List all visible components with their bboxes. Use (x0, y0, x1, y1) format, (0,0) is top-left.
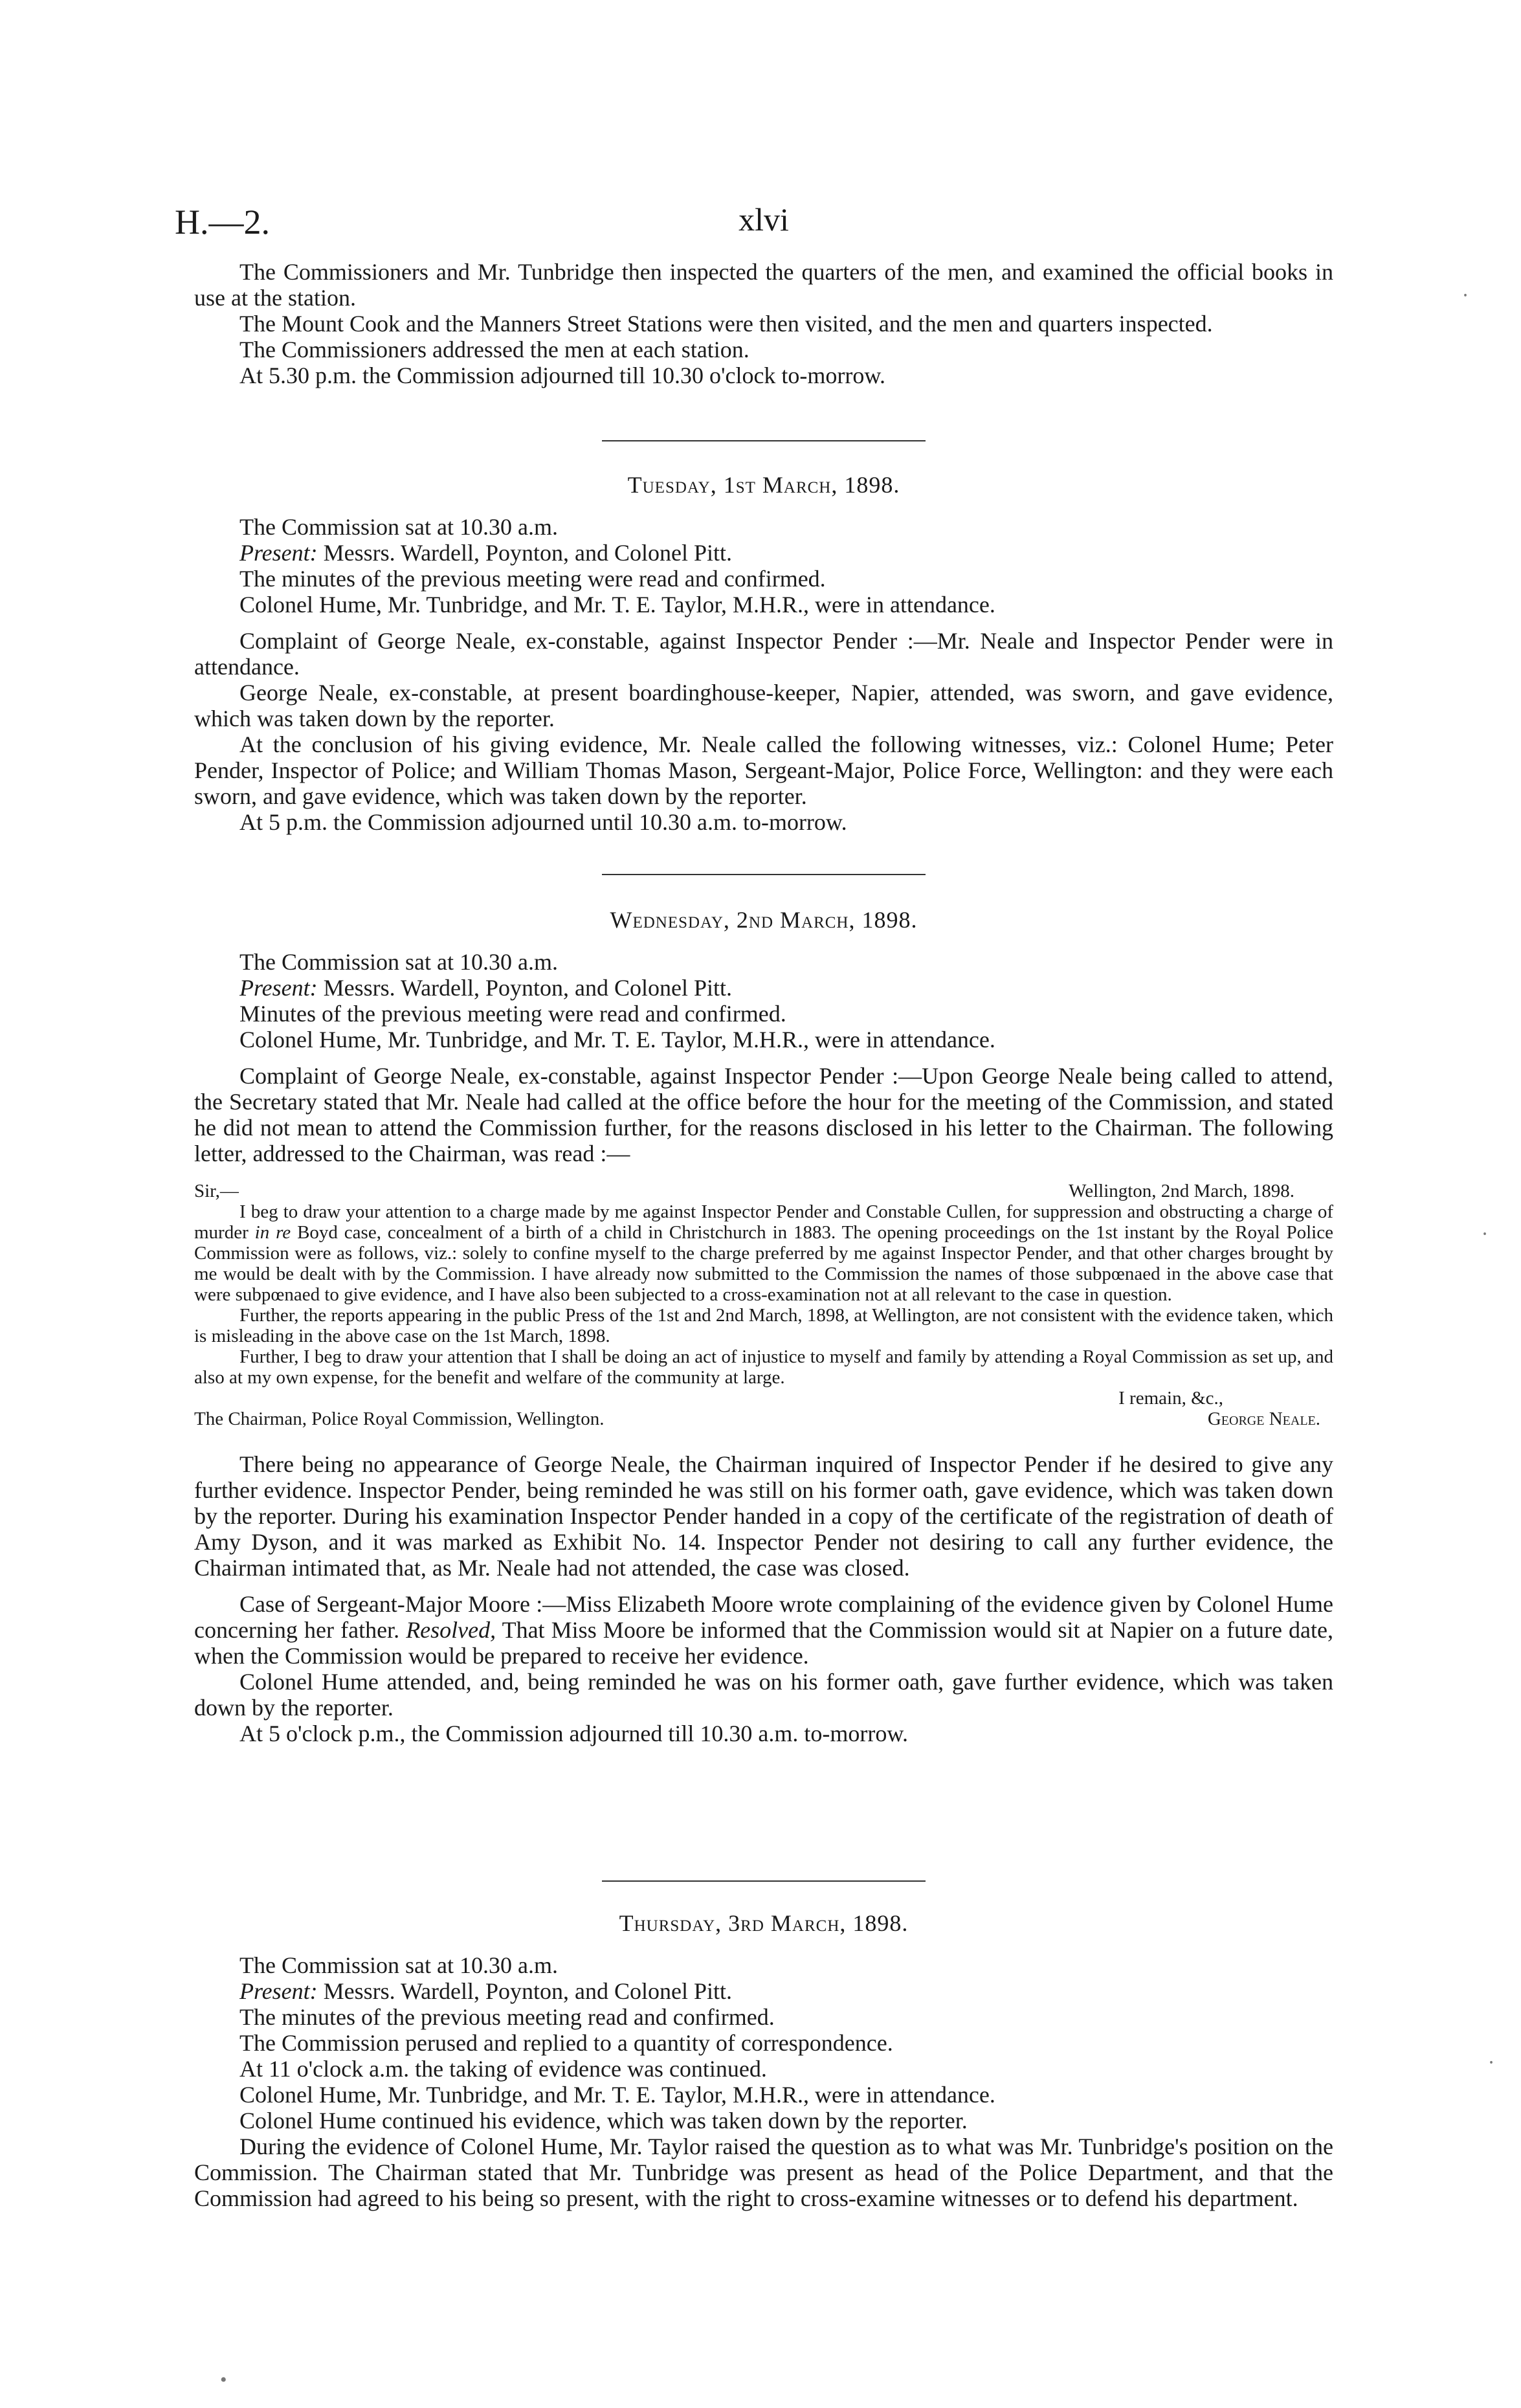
present-label: Present: (239, 1978, 318, 2004)
wednesday-section (194, 906, 1333, 1746)
paragraph: Colonel Hume attended, and, being reminded he was on his former oath, gave further evidence, which was taken down by the reporter. (194, 1669, 1333, 1721)
paragraph-italic: Resolved, (406, 1617, 496, 1643)
letter-text: I beg to draw your attention to a charge made by me against Inspector Pender and Constable Cullen, for suppression and obstructing a charge of murder (194, 1201, 1333, 1243)
scan-mark: ⸳ (1489, 2049, 1494, 2071)
letter-signature: George Neale. (1207, 1409, 1320, 1429)
paragraph: The Commissioners addressed the men at each station. (239, 337, 749, 362)
paragraph: Colonel Hume, Mr. Tunbridge, and Mr. T. E. Taylor, M.H.R., were in attendance. (239, 1027, 995, 1053)
present-line (194, 540, 1333, 566)
paragraph: Colonel Hume, Mr. Tunbridge, and Mr. T. E. Taylor, M.H.R., were in attendance. (239, 2082, 995, 2108)
letter-paragraph: Further, I beg to draw your attention that I shall be doing an act of injustice to myself and family by attending a Royal Commission as set up, and also at my own expense, for the benefit and welfare of the community at large. (194, 1346, 1333, 1388)
paragraph: Colonel Hume, Mr. Tunbridge, and Mr. T. E. Taylor, M.H.R., were in attendance. (239, 592, 995, 618)
letter-closing: I remain, &c., (1118, 1388, 1223, 1409)
letter-italic: in re (254, 1222, 291, 1243)
letter-heading-line (194, 1181, 1333, 1201)
divider (194, 1880, 1333, 1882)
paragraph: The Commission sat at 10.30 a.m. (239, 949, 558, 975)
paragraph: The Commission perused and replied to a quantity of correspondence. (239, 2030, 893, 2056)
scan-mark: • (220, 2369, 227, 2391)
paragraph: The Mount Cook and the Manners Street Stations were then visited, and the men and quarters inspected. (239, 311, 1213, 337)
paragraph: Minutes of the previous meeting were read and confirmed. (239, 1001, 786, 1027)
paragraph: During the evidence of Colonel Hume, Mr. Taylor raised the question as to what was Mr. Tunbridge's position on the Commission. The Chairman stated that Mr. Tunbridge was present as head of the Police Department, and that the Commission had agreed to his being so present, with the right to cross-examine witnesses or to defend his department. (194, 2134, 1333, 2211)
letter-paragraph: Further, the reports appearing in the public Press of the 1st and 2nd March, 1898, at Wellington, are not consistent with the evidence taken, which is misleading in the above case on the 1st March, 1898. (194, 1305, 1333, 1346)
letter-paragraph (194, 1201, 1333, 1305)
present-names: Messrs. Wardell, Poynton, and Colonel Pitt. (317, 540, 733, 566)
paragraph: The minutes of the previous meeting were read and confirmed. (239, 566, 826, 592)
paragraph: George Neale, ex-constable, at present boardinghouse-keeper, Napier, attended, was sworn, and gave evidence, which was taken down by the reporter. (194, 680, 1333, 731)
divider (194, 440, 1333, 441)
paragraph: The Commissioners and Mr. Tunbridge then inspected the quarters of the men, and examined the official books in use at the station. (194, 259, 1333, 311)
scan-mark: ⸳ (1482, 1221, 1488, 1242)
letter-sign-line (194, 1409, 1333, 1429)
letter-place-date: Wellington, 2nd March, 1898. (1069, 1181, 1294, 1201)
letter-addressee: The Chairman, Police Royal Commission, Wellington. (194, 1409, 605, 1429)
page-number: xlvi (738, 201, 789, 238)
paragraph: Colonel Hume continued his evidence, which was taken down by the reporter. (239, 2108, 968, 2134)
present-label: Present: (239, 540, 318, 566)
paragraph: At 5 o'clock p.m., the Commission adjourned till 10.30 a.m. to-morrow. (239, 1721, 909, 1746)
present-line (194, 975, 1333, 1001)
section-heading: Wednesday, 2nd March, 1898. (610, 907, 918, 933)
paragraph: There being no appearance of George Neale, the Chairman inquired of Inspector Pender if he desired to give any further evidence. Inspector Pender, being reminded he was still on his former oath, gave evidence, which was taken down by the reporter. During his examination Inspector Pender handed in a copy of the certificate of the registration of death of Amy Dyson, and it was marked as Exhibit No. 14. Inspector Pender not desiring to call any further evidence, the Chairman intimated that, as Mr. Neale had not attended, the case was closed. (194, 1451, 1333, 1581)
scan-mark: ⸳ (1463, 282, 1469, 304)
intro-section (194, 259, 1333, 388)
paragraph (194, 1591, 1333, 1669)
paragraph: At 5 p.m. the Commission adjourned until 10.30 a.m. to-morrow. (239, 809, 847, 835)
tuesday-section (194, 471, 1333, 835)
paragraph-text: Case of Sergeant-Major Moore :—Miss Elizabeth Moore wrote complaining of the evidence given by Colonel Hume concerning her father. (194, 1591, 1333, 1643)
paragraph: Complaint of George Neale, ex-constable, against Inspector Pender :—Upon George Neale being called to attend, the Secretary stated that Mr. Neale had called at the office before the hour for the meeting of the Commission, and stated he did not mean to attend the Commission further, for the reasons disclosed in his letter to the Chairman. The following letter, addressed to the Chairman, was read :— (194, 1063, 1333, 1166)
paragraph-text: That Miss Moore be informed that the Commission would sit at Napier on a future date, when the Commission would be prepared to receive her evidence. (194, 1617, 1334, 1669)
thursday-section (194, 1910, 1333, 2211)
section-heading: Thursday, 3rd March, 1898. (619, 1910, 909, 1936)
quoted-letter (194, 1181, 1333, 1429)
paragraph: The Commission sat at 10.30 a.m. (239, 514, 558, 540)
document-code: H.—2. (175, 203, 270, 241)
letter-salutation: Sir,— (194, 1181, 239, 1201)
paragraph: The minutes of the previous meeting read and confirmed. (239, 2004, 775, 2030)
letter-text: Boyd case, concealment of a birth of a child in Christchurch in 1883. The opening proceedings on the 1st instant by the Royal Police Commission were as follows, viz.: solely to confine myself to the charge preferred by me against Inspector Pender, and that other charges brought by me would be dealt with by the Commission. I have already now submitted to the Commission the names of those subpœnaed in the above case that were subpœnaed to give evidence, and I have also been subjected to a cross-examination not at all relevant to the case in question. (194, 1222, 1333, 1305)
paragraph: At the conclusion of his giving evidence, Mr. Neale called the following witnesses, viz.: Colonel Hume; Peter Pender, Inspector of Police; and William Thomas Mason, Sergeant-Major, Police Force, Wellington: and they were each sworn, and gave evidence, which was taken down by the reporter. (194, 731, 1333, 809)
present-label: Present: (239, 975, 318, 1001)
section-heading: Tuesday, 1st March, 1898. (627, 472, 900, 498)
paragraph: The Commission sat at 10.30 a.m. (239, 1952, 558, 1978)
divider (194, 874, 1333, 875)
paragraph: Complaint of George Neale, ex-constable, against Inspector Pender :—Mr. Neale and Inspector Pender were in attendance. (194, 628, 1333, 680)
present-names: Messrs. Wardell, Poynton, and Colonel Pitt. (317, 1978, 733, 2004)
present-names: Messrs. Wardell, Poynton, and Colonel Pitt. (317, 975, 733, 1001)
paragraph: At 11 o'clock a.m. the taking of evidence was continued. (239, 2056, 767, 2082)
paragraph: At 5.30 p.m. the Commission adjourned till 10.30 o'clock to-morrow. (239, 362, 886, 388)
present-line (194, 1978, 1333, 2004)
